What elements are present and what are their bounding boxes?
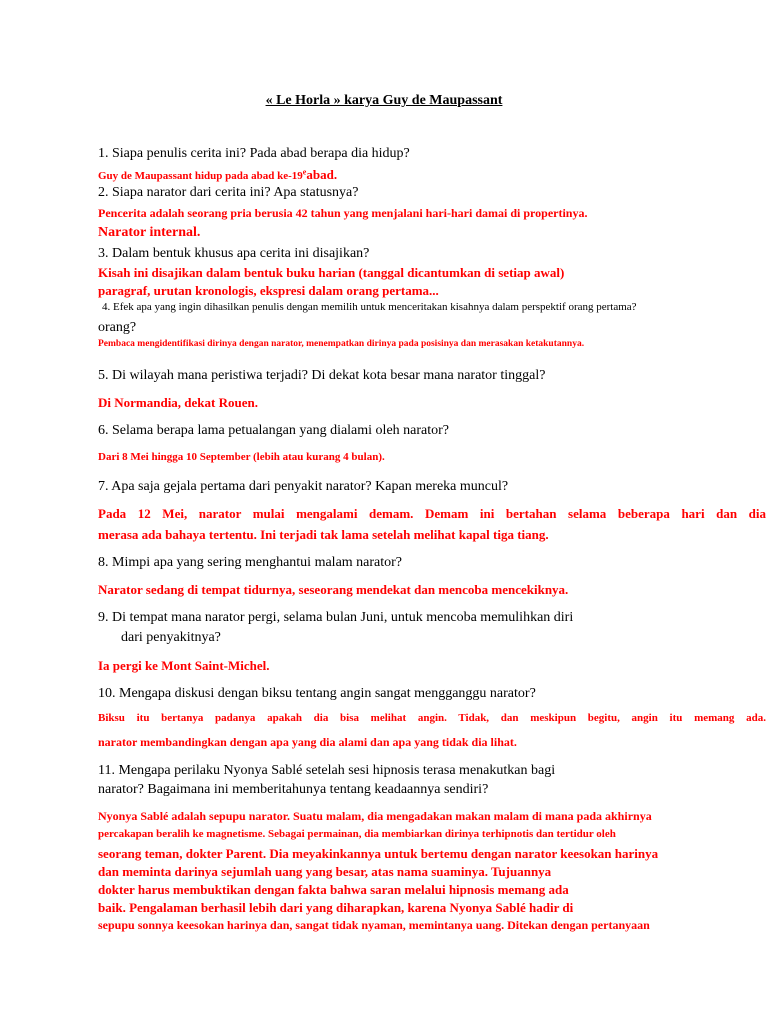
question-9-line-1: 9. Di tempat mana narator pergi, selama bulan Juni, untuk mencoba memulihkan diri xyxy=(98,610,574,625)
answer-10-line-2: narator membandingkan dengan apa yang dia alami dan apa yang tidak dia lihat. xyxy=(98,735,517,749)
answer-11-line-5: dokter harus membuktikan dengan fakta bahwa saran melalui hipnosis memang ada xyxy=(98,882,569,897)
question-4-line-2: orang? xyxy=(98,320,137,335)
question-1: 1. Siapa penulis cerita ini? Pada abad berapa dia hidup? xyxy=(98,146,410,161)
answer-2-line-1: Pencerita adalah seorang pria berusia 42 tahun yang menjalani hari-hari damai di propertinya. xyxy=(98,206,588,220)
answer-9: Ia pergi ke Mont Saint-Michel. xyxy=(98,658,270,673)
answer-8: Narator sedang di tempat tidurnya, seseorang mendekat dan mencoba mencekiknya. xyxy=(98,582,569,597)
answer-6: Dari 8 Mei hingga 10 September (lebih atau kurang 4 bulan). xyxy=(98,451,385,463)
question-6: 6. Selama berapa lama petualangan yang dialami oleh narator? xyxy=(98,423,450,438)
question-8: 8. Mimpi apa yang sering menghantui malam narator? xyxy=(98,555,403,570)
question-3: 3. Dalam bentuk khusus apa cerita ini disajikan? xyxy=(98,246,370,261)
document-title: « Le Horla » karya Guy de Maupassant xyxy=(265,93,503,108)
answer-2-line-2: Narator internal. xyxy=(98,225,201,240)
question-4-line-1: 4. Efek apa yang ingin dihasilkan penulis dengan memilih untuk menceritakan kisahnya dalam perspektif orang pertama? xyxy=(102,301,637,313)
answer-7-line-2: merasa ada bahaya tertentu. Ini terjadi tak lama setelah melihat kapal tiga tiang. xyxy=(98,527,549,542)
answer-5: Di Normandia, dekat Rouen. xyxy=(98,395,258,410)
question-7: 7. Apa saja gejala pertama dari penyakit narator? Kapan mereka muncul? xyxy=(98,479,509,494)
answer-3-line-2: paragraf, urutan kronologis, ekspresi dalam orang pertama... xyxy=(98,283,439,298)
answer-3-line-1: Kisah ini disajikan dalam bentuk buku harian (tanggal dicantumkan di setiap awal) xyxy=(98,265,565,280)
answer-11-line-1: Nyonya Sablé adalah sepupu narator. Suatu malam, dia mengadakan makan malam di mana pada akhirnya xyxy=(98,809,652,823)
question-5: 5. Di wilayah mana peristiwa terjadi? Di dekat kota besar mana narator tinggal? xyxy=(98,368,546,383)
answer-7-line-1: Pada 12 Mei, narator mulai mengalami demam. Demam ini bertahan selama beberapa hari dan dia xyxy=(98,506,766,521)
question-11-line-2: narator? Bagaimana ini memberitahunya tentang keadaannya sendiri? xyxy=(98,782,489,797)
question-11-line-1: 11. Mengapa perilaku Nyonya Sablé setelah sesi hipnosis terasa menakutkan bagi xyxy=(98,763,556,778)
question-9-line-2: dari penyakitnya? xyxy=(121,630,221,645)
answer-11-line-7: sepupu sonnya keesokan harinya dan, sangat tidak nyaman, memintanya uang. Ditekan dengan pertanyaan xyxy=(98,918,650,932)
answer-11-line-2: percakapan beralih ke magnetisme. Sebagai permainan, dia membiarkan dirinya terhipnotis dan tertidur oleh xyxy=(98,828,616,840)
question-10: 10. Mengapa diskusi dengan biksu tentang angin sangat mengganggu narator? xyxy=(98,686,536,701)
answer-1: Guy de Maupassant hidup pada abad ke-19eabad. xyxy=(98,167,338,182)
answer-11-line-6: baik. Pengalaman berhasil lebih dari yang diharapkan, karena Nyonya Sablé hadir di xyxy=(98,900,574,915)
answer-11-line-4: dan meminta darinya sejumlah uang yang besar, atas nama suaminya. Tujuannya xyxy=(98,864,552,879)
answer-4: Pembaca mengidentifikasi dirinya dengan narator, menempatkan dirinya pada posisinya dan merasakan ketakutannya. xyxy=(98,339,585,349)
answer-11-line-3: seorang teman, dokter Parent. Dia meyakinkannya untuk bertemu dengan narator keesokan harinya xyxy=(98,846,659,861)
question-2: 2. Siapa narator dari cerita ini? Apa statusnya? xyxy=(98,185,359,200)
answer-10-line-1: Biksu itu bertanya padanya apakah dia bisa melihat angin. Tidak, dan meskipun begitu, angin itu memang ada. xyxy=(98,712,766,724)
